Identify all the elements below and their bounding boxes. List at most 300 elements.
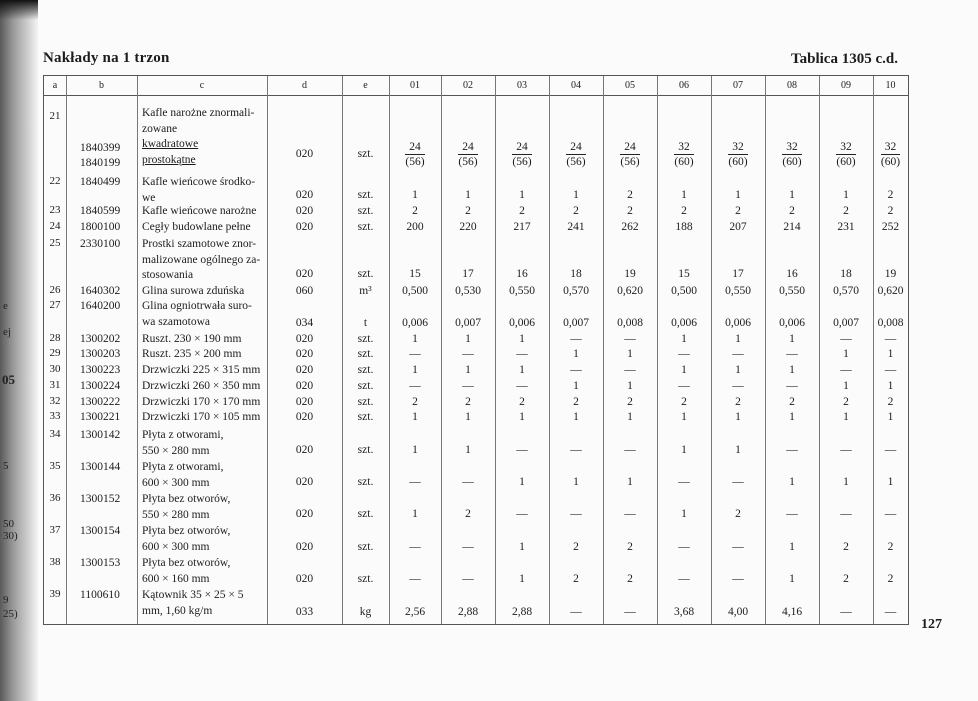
material-code: 1300152 <box>80 493 121 505</box>
unit-label: szt. <box>357 348 374 360</box>
column-header-c: c <box>137 76 267 96</box>
value-cell: 2 <box>412 205 418 217</box>
unit-label: szt. <box>357 573 374 585</box>
material-description-line: Płyta z otworami, <box>142 429 224 441</box>
unit-label: m³ <box>359 285 372 297</box>
value-cell: 2 <box>887 205 894 217</box>
value-cell: 1 <box>789 189 795 201</box>
value-cell: — <box>462 573 474 585</box>
value-cell: — <box>678 348 690 360</box>
value-cell: — <box>840 508 852 520</box>
material-code: 1300153 <box>80 557 121 569</box>
value-cell: 1 <box>519 333 525 345</box>
row-number: 30 <box>49 363 61 375</box>
value-cell: 2 <box>735 508 741 520</box>
material-code: 1300142 <box>80 429 121 441</box>
value-cell: 0,570 <box>833 285 859 297</box>
value-cell: 0,570 <box>563 285 589 297</box>
material-description-line: Cegły budowlane pełne <box>142 221 251 233</box>
unit-label: szt. <box>357 189 374 201</box>
value-cell: 19 <box>884 268 897 280</box>
fraction-denominator: (60) <box>728 156 748 168</box>
value-cell: — <box>732 380 744 392</box>
value-fraction <box>389 140 441 169</box>
value-cell: 2 <box>573 205 579 217</box>
unit-label: szt. <box>357 148 374 160</box>
value-cell: 0,007 <box>833 317 859 329</box>
value-cell: — <box>462 380 474 392</box>
material-description-line: prostokątne <box>142 153 196 166</box>
value-cell: 241 <box>567 221 585 233</box>
row-number: 39 <box>49 588 61 600</box>
column-header-03: 03 <box>495 76 549 96</box>
value-cell: — <box>409 541 421 553</box>
material-description-line: Płyta bez otworów, <box>142 525 231 537</box>
value-cell: 1 <box>627 411 633 423</box>
value-fraction <box>657 140 711 169</box>
value-cell: 2 <box>465 205 471 217</box>
material-description-line: Płyta z otworami, <box>142 461 224 473</box>
fraction-numerator: 32 <box>782 140 802 155</box>
material-description-line: Kafle wieńcowe narożne <box>142 205 257 217</box>
value-cell: 1 <box>465 444 471 456</box>
value-cell: 1 <box>843 476 849 488</box>
value-cell: — <box>409 348 421 360</box>
value-cell: — <box>516 380 528 392</box>
material-description-line: we <box>142 191 156 204</box>
column-header-a: a <box>44 76 66 96</box>
edge-fragment: 25) <box>3 608 18 620</box>
row-number: 22 <box>49 175 61 187</box>
unit-code: 020 <box>295 476 314 488</box>
material-description-line: Kątownik 35 × 25 × 5 <box>142 589 244 601</box>
value-cell: 0,550 <box>779 285 805 297</box>
material-description-line: Drzwiczki 260 × 350 mm <box>142 380 261 392</box>
value-cell: 0,007 <box>563 317 589 329</box>
value-cell: 1 <box>789 476 795 488</box>
fraction-numerator: 24 <box>512 140 532 155</box>
material-description-line: Kafle wieńcowe środko- <box>142 176 256 188</box>
fraction-denominator: (56) <box>566 156 586 168</box>
value-cell: 0,620 <box>617 285 643 297</box>
value-cell: 217 <box>513 221 531 233</box>
table-reference: Tablica 1305 c.d. <box>791 51 898 67</box>
value-cell: — <box>409 573 421 585</box>
material-description-line: stosowania <box>142 269 194 281</box>
edge-fragment: 30) <box>3 530 18 542</box>
unit-label: szt. <box>357 541 374 553</box>
value-fraction <box>495 140 549 169</box>
value-cell: 2 <box>887 189 894 201</box>
value-cell: 2 <box>887 573 894 585</box>
value-cell: 2 <box>735 205 741 217</box>
fraction-numerator: 24 <box>405 140 425 155</box>
fraction-numerator: 32 <box>881 140 901 155</box>
page-header-title: Nakłady na 1 trzon <box>43 50 170 66</box>
header-rule <box>44 95 908 96</box>
value-fraction <box>819 140 873 169</box>
value-cell: — <box>462 541 474 553</box>
value-cell: 2 <box>843 396 849 408</box>
row-number: 36 <box>49 492 61 504</box>
value-cell: — <box>409 380 421 392</box>
value-cell: 2 <box>412 396 418 408</box>
material-description-line: Płyta bez otworów, <box>142 557 231 569</box>
data-table <box>43 75 909 625</box>
value-cell: 0,006 <box>509 317 535 329</box>
value-cell: 2 <box>627 573 633 585</box>
value-cell: 0,008 <box>877 317 904 329</box>
value-cell: 1 <box>573 380 579 392</box>
value-cell: — <box>840 606 852 618</box>
material-code: 1840599 <box>80 205 121 217</box>
fraction-denominator: (60) <box>782 156 802 168</box>
value-cell: 1 <box>789 541 795 553</box>
value-cell: 2 <box>789 205 795 217</box>
material-description-line: Płyta bez otworów, <box>142 493 231 505</box>
value-cell: 1 <box>412 411 418 423</box>
value-cell: 1 <box>627 380 633 392</box>
value-cell: — <box>884 508 897 520</box>
value-cell: 2 <box>519 205 525 217</box>
value-cell: 220 <box>459 221 477 233</box>
value-cell: 2 <box>465 396 471 408</box>
unit-code: 020 <box>295 221 314 233</box>
value-cell: — <box>840 364 852 376</box>
material-description-line: 550 × 280 mm <box>142 444 210 457</box>
value-cell: 1 <box>465 364 471 376</box>
column-header-08: 08 <box>765 76 819 96</box>
column-header-e: e <box>342 76 389 96</box>
value-cell: 2 <box>627 189 633 201</box>
unit-label: szt. <box>357 221 374 233</box>
material-code: 1640302 <box>80 285 121 297</box>
row-number: 27 <box>49 299 61 311</box>
column-header-02: 02 <box>441 76 495 96</box>
value-cell: 16 <box>516 268 528 280</box>
unit-code: 020 <box>295 541 314 553</box>
value-cell: 214 <box>783 221 801 233</box>
value-cell: 2,56 <box>404 606 426 618</box>
value-cell: 1 <box>843 411 849 423</box>
value-cell: — <box>840 444 852 456</box>
column-header-10: 10 <box>873 76 908 96</box>
row-number: 23 <box>49 204 61 216</box>
fraction-numerator: 24 <box>566 140 586 155</box>
value-cell: — <box>884 364 897 376</box>
value-cell: — <box>624 508 636 520</box>
material-description-line: 600 × 300 mm <box>142 540 210 553</box>
value-cell: 1 <box>412 333 418 345</box>
material-description-line: wa szamotowa <box>142 315 211 328</box>
edge-fragment: ej <box>3 326 11 338</box>
value-cell: 0,550 <box>509 285 535 297</box>
value-cell: 1 <box>519 364 525 376</box>
material-code: 1800100 <box>80 221 121 233</box>
material-description-line: 550 × 280 mm <box>142 508 210 521</box>
material-description-line: Drzwiczki 225 × 315 mm <box>142 364 261 376</box>
value-cell: 1 <box>519 411 525 423</box>
value-cell: 1 <box>519 189 525 201</box>
value-cell: 2 <box>887 396 894 408</box>
material-description-line: Prostki szamotowe znor- <box>142 238 257 250</box>
material-code: 2330100 <box>80 238 121 250</box>
value-cell: 15 <box>678 268 690 280</box>
value-cell: — <box>786 380 798 392</box>
value-cell: 1 <box>735 189 741 201</box>
value-cell: 207 <box>729 221 747 233</box>
value-cell: 0,550 <box>725 285 751 297</box>
value-cell: 3,68 <box>673 606 695 618</box>
value-cell: 0,006 <box>779 317 805 329</box>
unit-label: szt. <box>357 364 374 376</box>
value-cell: 1 <box>681 333 687 345</box>
material-description-line: Ruszt. 235 × 200 mm <box>142 348 242 360</box>
material-description-line: Drzwiczki 170 × 105 mm <box>142 411 261 423</box>
value-cell: 1 <box>843 189 849 201</box>
value-cell: — <box>570 364 582 376</box>
fraction-numerator: 24 <box>620 140 640 155</box>
value-cell: 231 <box>837 221 855 233</box>
value-cell: 0,500 <box>671 285 697 297</box>
unit-code: 034 <box>295 317 314 329</box>
value-cell: 2 <box>843 573 849 585</box>
value-fraction <box>765 140 819 169</box>
value-cell: 252 <box>881 221 900 233</box>
unit-label: szt. <box>357 444 374 456</box>
value-cell: — <box>678 476 690 488</box>
value-cell: 1 <box>789 364 795 376</box>
value-cell: 0,006 <box>725 317 751 329</box>
material-description-line: zowane <box>142 122 178 135</box>
column-header-05: 05 <box>603 76 657 96</box>
unit-code: 020 <box>295 205 314 217</box>
row-number: 31 <box>49 379 61 391</box>
value-cell: — <box>678 573 690 585</box>
value-cell: — <box>884 606 897 618</box>
column-header-06: 06 <box>657 76 711 96</box>
edge-fragment: 9 <box>3 594 9 606</box>
value-cell: 18 <box>570 268 582 280</box>
value-cell: — <box>732 573 744 585</box>
value-cell: 1 <box>519 541 525 553</box>
value-cell: 2 <box>573 541 579 553</box>
value-cell: — <box>516 444 528 456</box>
value-cell: 2 <box>573 573 579 585</box>
unit-label: szt. <box>357 476 374 488</box>
value-cell: — <box>678 541 690 553</box>
value-cell: 1 <box>573 348 579 360</box>
material-description-line: Kafle narożne znormali- <box>142 107 255 119</box>
material-description-line: kwadratowe <box>142 138 199 150</box>
material-code: 1640200 <box>80 300 121 312</box>
value-cell: — <box>884 333 897 345</box>
edge-fragment: e <box>3 300 8 312</box>
value-cell: — <box>570 333 582 345</box>
value-cell: — <box>570 444 582 456</box>
value-cell: 2 <box>627 205 633 217</box>
value-cell: — <box>409 476 421 488</box>
column-divider <box>137 76 138 624</box>
unit-label: szt. <box>357 333 374 345</box>
unit-label: szt. <box>357 508 374 520</box>
material-code: 1300154 <box>80 525 121 537</box>
row-number: 26 <box>49 284 61 296</box>
value-cell: 2 <box>681 205 687 217</box>
value-cell: 1 <box>412 508 418 520</box>
unit-label: szt. <box>357 396 374 408</box>
unit-code: 060 <box>295 285 314 297</box>
unit-code: 020 <box>295 348 314 360</box>
unit-code: 020 <box>295 444 314 456</box>
material-code: 1300222 <box>80 396 121 408</box>
value-cell: — <box>840 333 852 345</box>
row-number: 38 <box>49 556 61 568</box>
fraction-denominator: (56) <box>458 156 478 168</box>
value-cell: 2 <box>789 396 795 408</box>
value-cell: — <box>624 444 636 456</box>
value-cell: — <box>462 476 474 488</box>
unit-label: szt. <box>357 268 374 280</box>
value-cell: 1 <box>735 411 741 423</box>
value-cell: — <box>624 333 636 345</box>
column-header-07: 07 <box>711 76 765 96</box>
unit-code: 020 <box>295 396 314 408</box>
value-cell: 262 <box>621 221 639 233</box>
unit-label: kg <box>359 606 372 618</box>
value-cell: — <box>786 508 798 520</box>
value-cell: 1 <box>887 411 894 423</box>
material-code: 1840199 <box>80 157 121 169</box>
column-header-d: d <box>267 76 342 96</box>
unit-code: 020 <box>295 333 314 345</box>
value-cell: 2 <box>681 396 687 408</box>
row-number: 25 <box>49 237 61 249</box>
value-cell: 1 <box>627 348 633 360</box>
value-cell: 2 <box>519 396 525 408</box>
edge-fragment: 5 <box>3 460 9 472</box>
value-cell: 0,530 <box>455 285 481 297</box>
fraction-denominator: (56) <box>620 156 640 168</box>
value-cell: 2 <box>843 205 849 217</box>
value-cell: 19 <box>624 268 636 280</box>
value-cell: 1 <box>412 364 418 376</box>
material-code: 1300144 <box>80 461 121 473</box>
value-cell: 2 <box>573 396 579 408</box>
fraction-denominator: (60) <box>674 156 694 168</box>
value-cell: 1 <box>573 476 579 488</box>
material-code: 1300203 <box>80 348 121 360</box>
value-cell: — <box>624 364 636 376</box>
unit-label: szt. <box>357 380 374 392</box>
fraction-denominator: (56) <box>512 156 532 168</box>
value-cell: 17 <box>732 268 744 280</box>
value-cell: — <box>462 348 474 360</box>
value-cell: — <box>516 348 528 360</box>
value-cell: 1 <box>519 476 525 488</box>
value-cell: 1 <box>735 444 741 456</box>
material-description-line: 600 × 300 mm <box>142 476 210 489</box>
row-number: 21 <box>49 110 61 122</box>
material-code: 1300224 <box>80 380 121 392</box>
row-number: 33 <box>49 410 61 422</box>
value-cell: 2,88 <box>511 606 533 618</box>
material-description-line: mm, 1,60 kg/m <box>142 604 213 617</box>
row-number: 37 <box>49 524 61 536</box>
column-header-09: 09 <box>819 76 873 96</box>
value-cell: 1 <box>789 411 795 423</box>
column-header-b: b <box>66 76 137 96</box>
value-cell: 2 <box>627 396 633 408</box>
fraction-denominator: (60) <box>836 156 856 168</box>
value-cell: — <box>732 476 744 488</box>
value-cell: — <box>570 606 582 618</box>
unit-code: 020 <box>295 148 314 160</box>
fraction-numerator: 32 <box>836 140 856 155</box>
value-cell: 200 <box>406 221 424 233</box>
material-code: 1840399 <box>80 142 121 154</box>
value-cell: 16 <box>786 268 798 280</box>
value-cell: 0,500 <box>402 285 428 297</box>
material-description-line: Glina ogniotrwała suro- <box>142 300 252 312</box>
value-cell: 1 <box>465 411 471 423</box>
value-cell: 2,88 <box>457 606 479 618</box>
value-cell: 1 <box>412 189 418 201</box>
column-header-04: 04 <box>549 76 603 96</box>
material-description-line: Ruszt. 230 × 190 mm <box>142 333 242 345</box>
value-fraction <box>711 140 765 169</box>
value-cell: 1 <box>519 573 525 585</box>
value-cell: 1 <box>735 364 741 376</box>
value-cell: 0,006 <box>671 317 697 329</box>
value-cell: 1 <box>887 476 894 488</box>
value-fraction <box>549 140 603 169</box>
value-cell: 1 <box>681 189 687 201</box>
unit-code: 020 <box>295 411 314 423</box>
material-description-line: malizowane ogólnego za- <box>142 253 261 266</box>
fraction-numerator: 24 <box>458 140 478 155</box>
value-cell: 1 <box>573 411 579 423</box>
row-number: 34 <box>49 428 61 440</box>
value-cell: — <box>786 444 798 456</box>
value-cell: 2 <box>465 508 471 520</box>
edge-fragment: 05 <box>2 372 15 387</box>
unit-label: t <box>363 317 368 329</box>
value-cell: 1 <box>465 333 471 345</box>
material-description-line: Drzwiczki 170 × 170 mm <box>142 396 261 408</box>
column-divider <box>66 76 67 624</box>
value-cell: 2 <box>887 541 894 553</box>
value-cell: 2 <box>627 541 633 553</box>
unit-code: 020 <box>295 573 314 585</box>
value-cell: 4,16 <box>781 606 803 618</box>
value-cell: — <box>624 606 636 618</box>
value-cell: 1 <box>843 348 849 360</box>
value-cell: — <box>884 444 897 456</box>
value-cell: — <box>786 348 798 360</box>
row-number: 29 <box>49 347 61 359</box>
row-number: 28 <box>49 332 61 344</box>
value-cell: 1 <box>681 364 687 376</box>
column-header-01: 01 <box>389 76 441 96</box>
value-cell: 1 <box>465 189 471 201</box>
unit-code: 033 <box>295 606 314 618</box>
value-cell: 0,008 <box>617 317 643 329</box>
value-cell: — <box>732 348 744 360</box>
value-cell: 2 <box>843 541 849 553</box>
value-cell: 1 <box>843 380 849 392</box>
value-cell: 188 <box>675 221 693 233</box>
